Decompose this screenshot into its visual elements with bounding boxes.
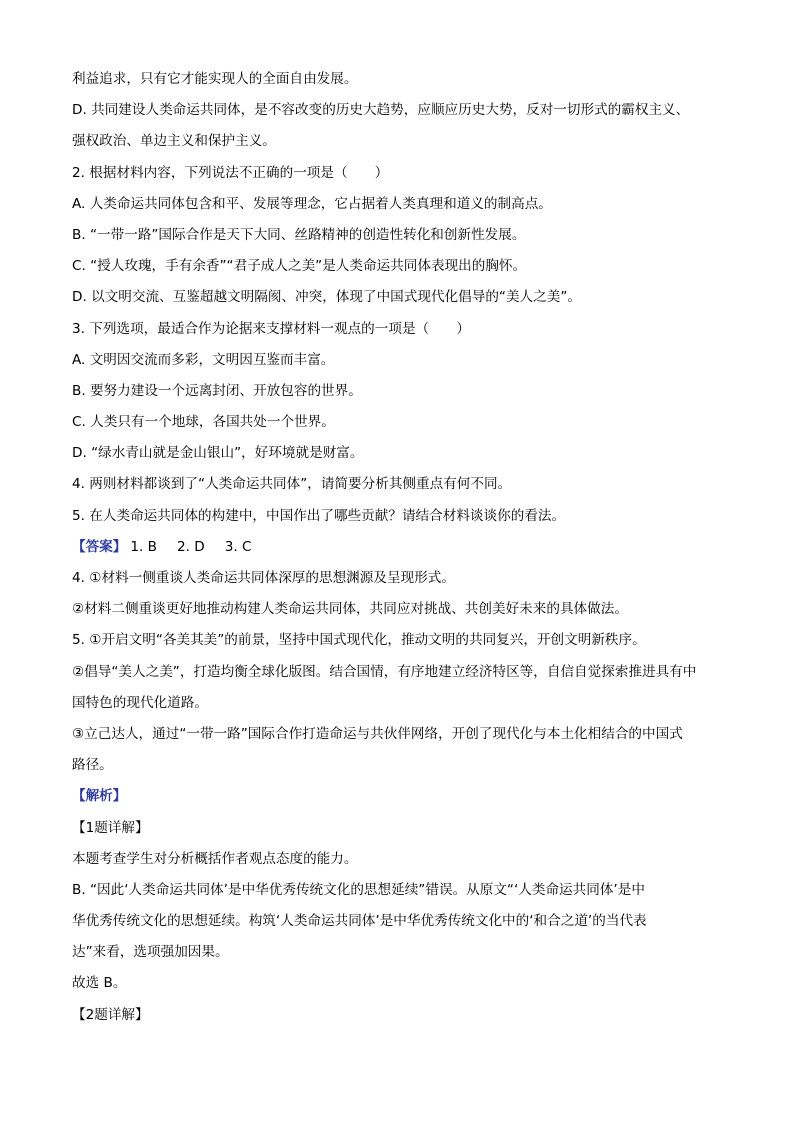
- question-2: 2. 根据材料内容，下列说法不正确的一项是（ ）: [72, 164, 389, 181]
- answer-text: 路径。: [72, 757, 113, 774]
- document-page: [72, 64, 726, 1031]
- answer-text: ③立己达人，通过“一带一路”国际合作打造命运与共伙伴网络，开创了现代化与本土化相结合的中国式: [72, 725, 683, 742]
- option-b: B. 要努力建设一个远离封闭、开放包容的世界。: [72, 382, 362, 399]
- answer-text: 4. ①材料一侧重谈人类命运共同体深厚的思想渊源及呈现形式。: [72, 570, 455, 586]
- option-c: C. 人类只有一个地球，各国共处一个世界。: [72, 414, 335, 431]
- text-line: 强权政治、单边主义和保护主义。: [72, 133, 276, 150]
- option-a: A. 人类命运共同体包含和平、发展等理念，它占据着人类真理和道义的制高点。: [72, 195, 552, 212]
- answer-item: 2. D: [177, 538, 205, 555]
- analysis-text: 达”来看，选项强加因果。: [72, 944, 229, 961]
- answer-line: [72, 532, 726, 563]
- option-d: D. 以文明交流、互鉴超越文明隔阂、冲突，体现了中国式现代化倡导的“美人之美”。: [72, 289, 581, 306]
- answer-text: ②倡导“美人之美”，打造均衡全球化版图。结合国情，有序地建立经济特区等，自信自觉探索推进具有中: [72, 663, 697, 680]
- q2-heading: 【2题详解】: [72, 1006, 149, 1023]
- option-b: B. “一带一路”国际合作是天下大同、丝路精神的创造性转化和创新性发展。: [72, 226, 526, 243]
- analysis-text: B. “因此‘人类命运共同体’是中华优秀传统文化的思想延续”错误。从原文“‘人类命运共同体’是中: [72, 881, 645, 898]
- q1-heading: 【1题详解】: [72, 819, 149, 836]
- analysis-text: 本题考查学生对分析概括作者观点态度的能力。: [72, 850, 358, 867]
- answer-label: 【答案】: [72, 538, 127, 555]
- analysis-text: 故选 B。: [72, 975, 127, 992]
- answer-text: 国特色的现代化道路。: [72, 694, 208, 711]
- option-a: A. 文明因交流而多彩，文明因互鉴而丰富。: [72, 351, 335, 368]
- analysis-text: 华优秀传统文化的思想延续。构筑‘人类命运共同体’是中华优秀传统文化中的‘和合之道’的当代表: [72, 913, 647, 930]
- analysis-label: 【解析】: [72, 788, 127, 805]
- answer-text: ②材料二侧重谈更好地推动构建人类命运共同体，共同应对挑战、共创美好未来的具体做法。: [72, 601, 628, 618]
- answer-item: 1. B: [130, 538, 157, 555]
- question-5: 5. 在人类命运共同体的构建中，中国作出了哪些贡献？请结合材料谈谈你的看法。: [72, 507, 566, 524]
- question-4: 4. 两则材料都谈到了“人类命运共同体”，请简要分析其侧重点有何不同。: [72, 476, 512, 493]
- option-d: D. “绿水青山就是金山银山”，好环境就是财富。: [72, 445, 364, 462]
- text-line: 利益追求，只有它才能实现人的全面自由发展。: [72, 71, 358, 87]
- text-line: D. 共同建设人类命运共同体，是不容改变的历史大趋势，应顺应历史大势，反对一切形式的霸权主义、: [72, 102, 690, 119]
- option-c: C. “授人玫瑰，手有余香”“君子成人之美”是人类命运共同体表现出的胸怀。: [72, 258, 527, 275]
- answer-text: 5. ①开启文明“各美其美”的前景，坚持中国式现代化，推动文明的共同复兴，开创文明新秩序。: [72, 632, 646, 649]
- question-3: 3. 下列选项，最适合作为论据来支撑材料一观点的一项是（ ）: [72, 320, 470, 337]
- answer-item: 3. C: [224, 538, 252, 555]
